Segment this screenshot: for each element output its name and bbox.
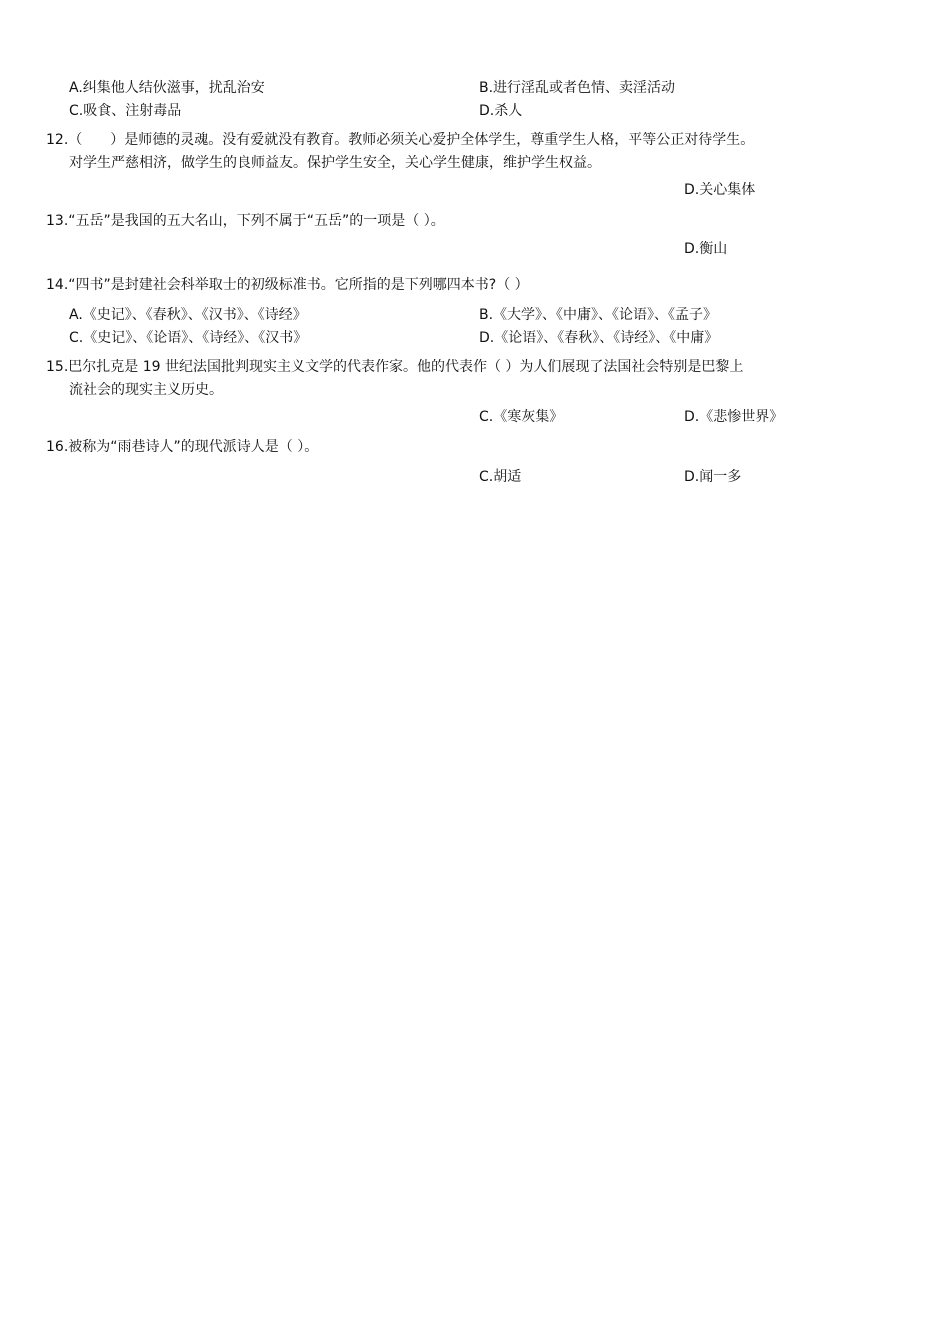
q12-option-d: D.关心集体 xyxy=(684,182,756,198)
q13-stem: 13.“五岳”是我国的五大名山，下列不属于“五岳”的一项是（ ）。 xyxy=(46,213,445,229)
q14-option-d: D.《论语》、《春秋》、《诗经》、《中庸》 xyxy=(479,330,719,346)
q15-stem-line2: 流社会的现实主义历史。 xyxy=(69,382,223,398)
q15-option-c: C.《寒灰集》 xyxy=(479,409,564,425)
q15-option-d: D.《悲惨世界》 xyxy=(684,409,784,425)
q11-option-c: C.吸食、注射毒品 xyxy=(69,103,182,119)
q14-option-a: A.《史记》、《春秋》、《汉书》、《诗经》 xyxy=(69,307,307,323)
q14-stem: 14.“四书”是封建社会科举取士的初级标准书。它所指的是下列哪四本书?（ ） xyxy=(46,277,529,293)
q16-stem: 16.被称为“雨巷诗人”的现代派诗人是（ ）。 xyxy=(46,439,319,455)
q16-option-d: D.闻一多 xyxy=(684,469,742,485)
q14-option-c: C.《史记》、《论语》、《诗经》、《汉书》 xyxy=(69,330,308,346)
q14-option-b: B.《大学》、《中庸》、《论语》、《孟子》 xyxy=(479,307,718,323)
q11-option-b: B.进行淫乱或者色情、卖淫活动 xyxy=(479,80,676,96)
q11-option-d: D.杀人 xyxy=(479,103,523,119)
q12-stem-line1: 12.（ ）是师德的灵魂。没有爱就没有教育。教师必须关心爱护全体学生，尊重学生人格，平等公正对待学生。 xyxy=(46,132,755,148)
q11-option-a: A.纠集他人结伙滋事，扰乱治安 xyxy=(69,80,265,96)
q16-option-c: C.胡适 xyxy=(479,469,522,485)
q12-stem-line2: 对学生严慈相济，做学生的良师益友。保护学生安全，关心学生健康，维护学生权益。 xyxy=(69,155,601,171)
q15-stem-line1: 15.巴尔扎克是 19 世纪法国批判现实主义文学的代表作家。他的代表作（ ）为人们展现了法国社会特别是巴黎上 xyxy=(46,359,744,375)
q13-option-d: D.衡山 xyxy=(684,241,728,257)
